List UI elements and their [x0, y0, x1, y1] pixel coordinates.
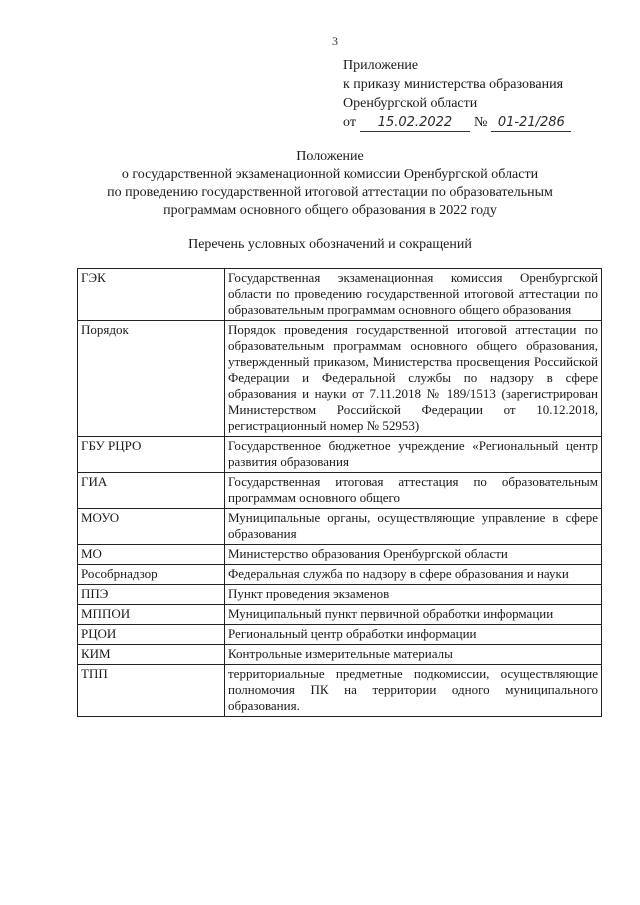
abbreviation-term: РЦОИ [78, 625, 225, 645]
abbreviation-term: Порядок [78, 321, 225, 437]
abbreviation-definition: Муниципальный пункт первичной обработки информации [225, 605, 602, 625]
abbreviation-definition: Муниципальные органы, осуществляющие управление в сфере образования [225, 509, 602, 545]
table-row [78, 585, 602, 605]
abbreviation-term: МОУО [78, 509, 225, 545]
title-line-2: о государственной экзаменационной комиссии Оренбургской области [121, 167, 539, 182]
number-label: № [473, 115, 488, 130]
appendix-block [343, 56, 603, 132]
table-row [78, 665, 602, 717]
table-row [78, 645, 602, 665]
abbreviation-definition: Контрольные измерительные материалы [225, 645, 602, 665]
table-row [78, 625, 602, 645]
handwritten-number: 01-21/286 [491, 115, 571, 132]
appendix-date-number-row [343, 113, 603, 132]
abbreviations-table [77, 268, 602, 717]
abbreviation-definition: Государственное бюджетное учреждение «Региональный центр развития образования [225, 437, 602, 473]
table-row [78, 509, 602, 545]
abbreviation-term: ТПП [78, 665, 225, 717]
abbreviation-definition: Региональный центр обработки информации [225, 625, 602, 645]
appendix-title: Приложение [343, 58, 419, 73]
abbreviations-table-body [78, 269, 602, 717]
table-row [78, 269, 602, 321]
abbreviation-term: ГИА [78, 473, 225, 509]
abbreviation-definition: Государственная экзаменационная комиссия Оренбургской области по проведению государственной итоговой аттестации по образовательным программам основного общего образования [225, 269, 602, 321]
title-line-1: Положение [296, 149, 364, 164]
abbreviation-definition: территориальные предметные подкомиссии, осуществляющие полномочия ПК на территории одного муниципального образования. [225, 665, 602, 717]
title-line-4: программам основного общего образования в 2022 году [163, 203, 497, 218]
abbreviation-definition: Государственная итоговая аттестация по образовательным программам основного общего [225, 473, 602, 509]
table-row [78, 545, 602, 565]
title-line-3: по проведению государственной итоговой аттестации по образовательным [107, 185, 553, 200]
abbreviation-term: ГЭК [78, 269, 225, 321]
abbreviations-heading: Перечень условных обозначений и сокращений [188, 237, 472, 252]
from-label: от [343, 115, 356, 130]
abbreviation-definition: Министерство образования Оренбургской области [225, 545, 602, 565]
table-row [78, 565, 602, 585]
table-row [78, 437, 602, 473]
handwritten-date: 15.02.2022 [360, 115, 470, 132]
abbreviation-definition: Федеральная служба по надзору в сфере образования и науки [225, 565, 602, 585]
document-title [60, 148, 600, 220]
abbreviation-term: МО [78, 545, 225, 565]
abbreviation-term: МППОИ [78, 605, 225, 625]
abbreviation-term: КИМ [78, 645, 225, 665]
table-row [78, 473, 602, 509]
abbreviation-definition: Порядок проведения государственной итоговой аттестации по образовательным программам основного общего образования, утвержденный приказом, Министерства просвещения Российской Федерации и Федеральной службы по надзору в сфере образования и науки от 7.11.2018 № 189/1513 (зарегистрирован Министерством Российской Федерации от 10.12.2018, регистрационный номер № 52953) [225, 321, 602, 437]
appendix-order-ref: к приказу министерства образования [343, 77, 564, 92]
abbreviation-term: ГБУ РЦРО [78, 437, 225, 473]
abbreviation-term: ППЭ [78, 585, 225, 605]
abbreviation-term: Рособрнадзор [78, 565, 225, 585]
page-number: 3 [332, 34, 338, 48]
table-row [78, 321, 602, 437]
table-row [78, 605, 602, 625]
abbreviation-definition: Пункт проведения экзаменов [225, 585, 602, 605]
appendix-region: Оренбургской области [343, 96, 478, 111]
